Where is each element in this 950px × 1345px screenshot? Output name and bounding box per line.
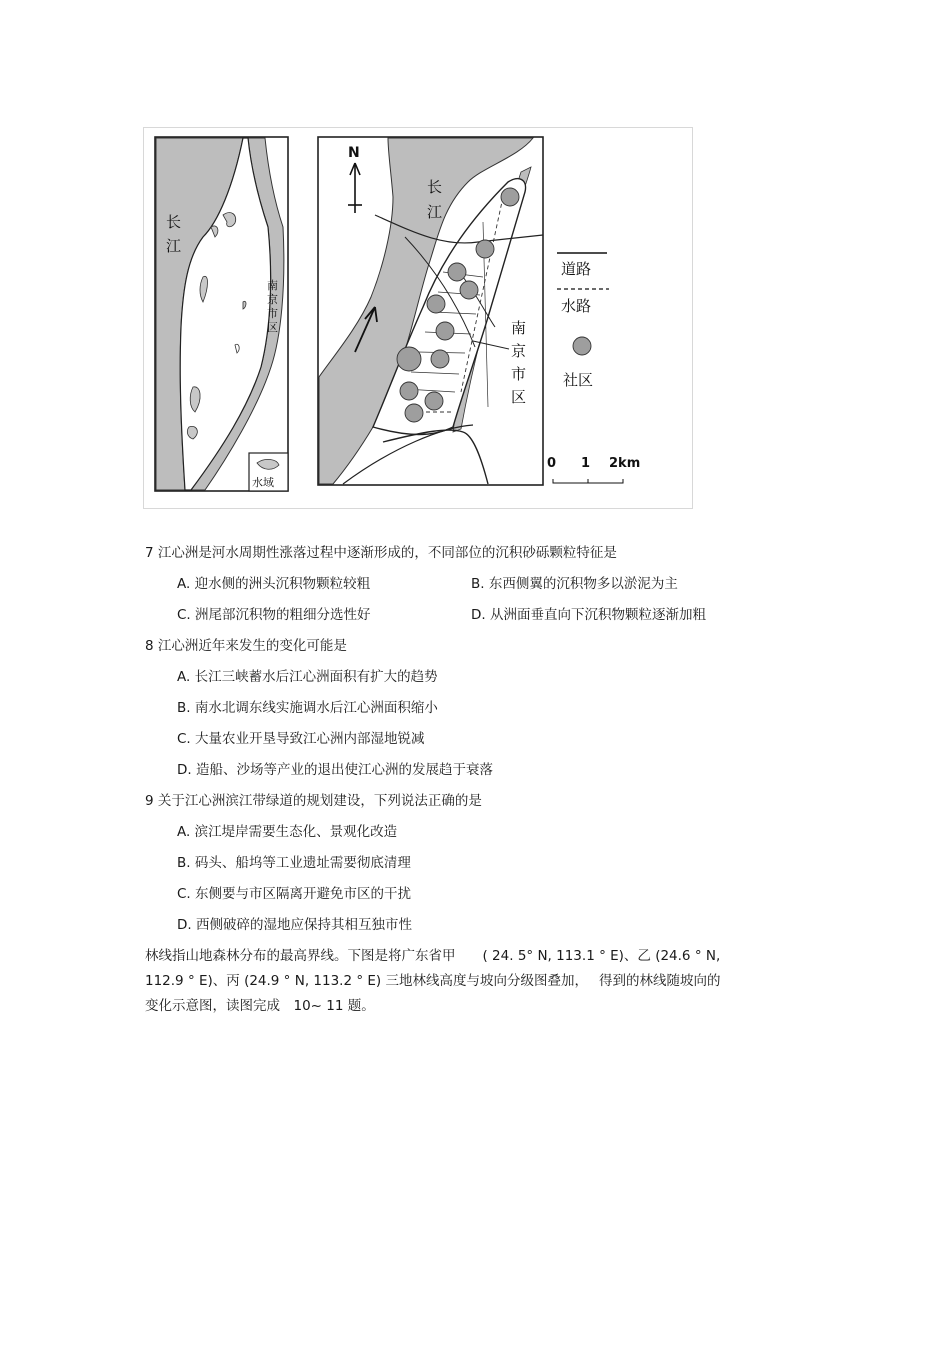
intro-line-2: 112.9 ° E)、丙 (24.9 ° N, 113.2 ° E) 三地林线高度与坡向分级图叠加， 得到的林线随坡向的 [145,973,721,989]
right-river-label-2: 江 [427,203,443,221]
question-8-option-c: C. 大量农业开垦导致江心洲内部湿地锐减 [177,731,425,747]
legend-waterway-label: 水路 [561,297,592,315]
left-map [155,137,288,491]
question-9-option-d: D. 西侧破碎的湿地应保持其相互独市性 [177,917,412,933]
left-river-label-1: 长 [166,213,182,231]
question-8-option-b: B. 南水北调东线实施调水后江心洲面积缩小 [177,700,438,716]
intro-line-3: 变化示意图，读图完成 10~ 11 题。 [145,998,375,1014]
question-7-stem: 7 江心洲是河水周期性涨落过程中逐渐形成的，不同部位的沉积砂砾颗粒特征是 [145,545,617,561]
question-7-option-a: A. 迎水侧的洲头沉积物颗粒较粗 [177,576,371,592]
question-8-option-a: A. 长江三峡蓄水后江心洲面积有扩大的趋势 [177,669,438,685]
question-7-option-c: C. 洲尾部沉积物的粗细分选性好 [177,607,371,623]
question-9-option-a: A. 滨江堤岸需要生态化、景观化改造 [177,824,398,840]
question-8-stem: 8 江心洲近年来发生的变化可能是 [145,638,347,654]
question-8-option-d: D. 造船、沙场等产业的退出使江心洲的发展趋于衰落 [177,762,493,778]
question-9-stem: 9 关于江心洲滨江带绿道的规划建设，下列说法正确的是 [145,793,482,809]
question-9-option-b: B. 码头、船坞等工业遗址需要彻底清理 [177,855,411,871]
right-city-label: 南京市区 [511,319,527,406]
north-label: N [348,145,360,161]
left-city-label: 南京市区 [267,279,278,334]
right-map [318,137,543,485]
map-figure [143,127,693,509]
left-river-label-2: 江 [166,237,182,255]
question-7-option-b: B. 东西侧翼的沉积物多以淤泥为主 [471,576,678,592]
scale-1: 1 [581,456,591,471]
legend-community-label: 社区 [563,371,594,389]
intro-line-1: 林线指山地森林分布的最高界线。下图是将广东省甲 ( 24. 5° N, 113.1 ° E)、乙 (24.6 ° N, [145,948,721,964]
legend-road-label: 道路 [561,260,592,278]
question-9-option-c: C. 东侧要与市区隔离开避免市区的干扰 [177,886,412,902]
question-7-option-d: D. 从洲面垂直向下沉积物颗粒逐渐加粗 [471,607,706,623]
scale-2: 2km [609,456,641,471]
scale-0: 0 [547,456,557,471]
legend-water-label: 水域 [252,476,274,489]
right-river-label-1: 长 [427,178,443,196]
